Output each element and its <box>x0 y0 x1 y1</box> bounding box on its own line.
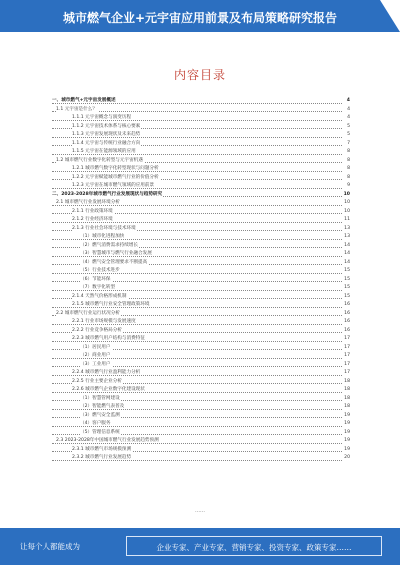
toc-entry-title: 2.1.1 行业政策环境 <box>72 208 113 214</box>
toc-entry-title: （5）管理信息系统 <box>80 429 120 435</box>
toc-entry[interactable] <box>52 199 350 208</box>
toc-entry-title: 2.1.3 行业社会环境与技术环境 <box>72 225 136 231</box>
toc-entry-title: 2.1.4 天然气价格形成机制 <box>72 293 127 299</box>
toc-entry-page: 7 <box>346 140 350 149</box>
toc-entry-page: 17 <box>343 352 350 361</box>
toc-entry[interactable] <box>52 165 350 174</box>
toc-entry-page: 4 <box>346 97 350 106</box>
toc-entry-page: 17 <box>343 361 350 370</box>
toc-entry-title: （4）燃气安全管理要求不断提高 <box>80 259 148 265</box>
toc-entry-title: （2）燃气消费需求持续增长 <box>80 242 139 248</box>
toc-entry-title: 2.3.1 城市燃气市场规模预测 <box>72 446 132 452</box>
toc-entry[interactable] <box>52 259 350 268</box>
toc-entry[interactable] <box>52 301 350 310</box>
header-corner-decoration <box>380 0 400 32</box>
toc-entry-title: （3）工业用户 <box>80 361 111 367</box>
toc-entry-title: 二、2023-2028年城市燃气行业发展现状与趋势研究 <box>52 191 163 197</box>
toc-entry[interactable] <box>52 174 350 183</box>
toc-list <box>52 97 350 463</box>
toc-entry[interactable] <box>52 106 350 115</box>
toc-entry-title: 2.2.1 行业市场规模与发展速度 <box>72 319 136 324</box>
report-header <box>0 0 400 32</box>
toc-entry-title: 2.2.4 城市燃气行业盈利能力分析 <box>72 370 141 375</box>
toc-entry-page: 17 <box>343 369 350 378</box>
toc-entry[interactable] <box>52 310 350 319</box>
toc-entry-title: （1）居民用户 <box>80 344 111 350</box>
toc-entry-title: （7）数字化转型 <box>80 285 116 290</box>
toc-entry[interactable] <box>52 429 350 438</box>
toc-entry[interactable] <box>52 148 350 157</box>
toc-entry[interactable] <box>52 344 350 353</box>
toc-entry-title: （6）节能环保 <box>80 276 111 282</box>
page-indicator: …… <box>195 508 205 514</box>
toc-entry[interactable] <box>52 208 350 217</box>
toc-entry-page: 14 <box>343 259 350 268</box>
toc-entry[interactable] <box>52 446 350 455</box>
toc-entry[interactable] <box>52 225 350 234</box>
toc-entry-page: 19 <box>343 429 350 438</box>
toc-entry[interactable] <box>52 284 350 293</box>
toc-entry-page: 8 <box>346 157 350 166</box>
toc-entry[interactable] <box>52 242 350 251</box>
toc-entry[interactable] <box>52 437 350 446</box>
toc-entry-title: 2.1.2 行业经济环境 <box>72 217 113 222</box>
toc-entry[interactable] <box>52 412 350 421</box>
toc-entry-page: 16 <box>343 318 350 327</box>
toc-entry-page: 18 <box>343 386 350 395</box>
toc-entry-page: 18 <box>343 403 350 412</box>
footer-expert-box <box>126 536 382 556</box>
footer-expert-list: 企业专家、产业专家、营销专家、投资专家、政策专家…… <box>156 543 352 552</box>
toc-entry-title: 2.2.3 城市燃气用户结构与消费特征 <box>72 336 145 341</box>
toc-entry[interactable] <box>52 378 350 387</box>
toc-entry[interactable] <box>52 276 350 285</box>
toc-entry-page: 19 <box>343 446 350 455</box>
toc-entry[interactable] <box>52 233 350 242</box>
toc-entry-page: 14 <box>343 242 350 251</box>
toc-entry[interactable] <box>52 403 350 412</box>
toc-entry-title: 2.3 2023-2028年中国城市燃气行业发展趋势预测 <box>56 438 159 443</box>
toc-entry-title: 2.1.5 城市燃气行业安全管理政策环境 <box>72 302 150 307</box>
toc-entry[interactable] <box>52 361 350 370</box>
toc-entry[interactable] <box>52 420 350 429</box>
toc-entry[interactable] <box>52 327 350 336</box>
toc-entry-title: 1.1 元宇宙是什么？ <box>56 106 97 112</box>
toc-entry-page: 11 <box>343 216 350 225</box>
toc-entry-page: 19 <box>343 437 350 446</box>
toc-entry-page: 16 <box>343 327 350 336</box>
toc-entry-page: 20 <box>343 454 350 463</box>
toc-entry-title: 1.1.4 元宇宙与传统行业融合方向 <box>72 140 141 146</box>
toc-entry-title: （3）智慧城市与燃气行业融合发展 <box>80 251 152 256</box>
toc-entry[interactable] <box>52 216 350 225</box>
toc-entry-title: （1）城市化进程加快 <box>80 234 125 239</box>
toc-entry-page: 10 <box>343 208 350 217</box>
toc-entry-page: 16 <box>343 301 350 310</box>
toc-entry-title: （2）商业用户 <box>80 353 111 358</box>
report-title: 城市燃气企业+元宇宙应用前景及布局策略研究报告 <box>62 11 338 25</box>
toc-entry-page: 10 <box>343 199 350 208</box>
toc-entry-title: 1.1.2 元宇宙技术体系与核心要素 <box>72 123 141 129</box>
toc-entry[interactable] <box>52 191 350 200</box>
toc-entry-title: （1）智慧管网建设 <box>80 395 120 401</box>
toc-entry-page: 5 <box>346 123 350 132</box>
toc-entry-title: 2.2.5 行业主要企业分析 <box>72 378 122 384</box>
toc-entry[interactable] <box>52 267 350 276</box>
toc-entry-page: 8 <box>346 165 350 174</box>
toc-entry-page: 18 <box>343 378 350 387</box>
toc-entry-title: （4）客户服务 <box>80 421 111 426</box>
toc-entry-page: 15 <box>343 276 350 285</box>
toc-entry-page: 17 <box>343 335 350 344</box>
toc-entry-title: 一、城市燃气+元宇宙发展概述 <box>52 98 116 103</box>
toc-entry-page: 15 <box>343 284 350 293</box>
toc-entry-page: 15 <box>343 267 350 276</box>
toc-entry-page: 15 <box>343 293 350 302</box>
toc-entry-title: 1.2 城市燃气行业数字化转型与元宇宙机遇 <box>56 157 143 163</box>
toc-entry[interactable] <box>52 97 350 106</box>
toc-entry-page: 5 <box>346 131 350 140</box>
toc-entry-page: 4 <box>346 106 350 115</box>
toc-entry-page: 14 <box>343 250 350 259</box>
toc-entry-page: 9 <box>346 182 350 191</box>
toc-entry[interactable] <box>52 335 350 344</box>
toc-entry-title: 2.1 城市燃气行业发展环境分析 <box>56 200 120 205</box>
toc-entry-title: 2.2 城市燃气行业运行状况分析 <box>56 310 120 316</box>
toc-entry-title: （2）智能燃气表普及 <box>80 404 125 409</box>
toc-entry[interactable] <box>52 352 350 361</box>
toc-entry-page: 4 <box>346 114 350 123</box>
toc-entry-title: 1.1.3 元宇宙发展现状及未来趋势 <box>72 132 141 137</box>
toc-entry-page: 19 <box>343 420 350 429</box>
toc-entry-title: 2.2.6 城市燃气企业数字化建设现状 <box>72 387 145 392</box>
toc-entry[interactable] <box>52 386 350 395</box>
toc-entry-page: 19 <box>343 412 350 421</box>
toc-entry-title: 1.2.1 城市燃气数字化转型现状与问题分析 <box>72 166 159 171</box>
footer-slogan: 让每个人都能成为 <box>20 542 80 551</box>
toc-entry-page: 13 <box>343 233 350 242</box>
toc-entry-title: 2.3.2 城市燃气行业发展趋势 <box>72 455 132 460</box>
toc-entry-page: 17 <box>343 344 350 353</box>
toc-entry-page: 18 <box>343 395 350 404</box>
toc-entry[interactable] <box>52 123 350 132</box>
toc-entry[interactable] <box>52 293 350 302</box>
report-footer <box>0 528 400 565</box>
toc-entry-title: 1.2.3 元宇宙在城市燃气领域的应用前景 <box>72 183 155 188</box>
toc-entry[interactable] <box>52 250 350 259</box>
toc-entry-page: 8 <box>346 148 350 157</box>
toc-entry-title: 1.1.1 元宇宙概念与演变历程 <box>72 115 132 120</box>
toc-entry-title: 1.2.2 元宇宙赋能城市燃气行业的价值分析 <box>72 174 159 180</box>
toc-entry[interactable] <box>52 114 350 123</box>
toc-entry-title: （5）行业技术进步 <box>80 268 120 273</box>
toc-entry[interactable] <box>52 318 350 327</box>
toc-entry[interactable] <box>52 369 350 378</box>
toc-heading: 内容目录 <box>173 68 226 82</box>
toc-entry-page: 8 <box>346 174 350 183</box>
toc-entry[interactable] <box>52 454 350 463</box>
toc-entry[interactable] <box>52 140 350 149</box>
toc-entry-title: 2.2.2 行业竞争格局分析 <box>72 327 122 333</box>
toc-entry[interactable] <box>52 395 350 404</box>
toc-entry-page: 16 <box>343 310 350 319</box>
toc-entry-page: 13 <box>343 225 350 234</box>
toc-entry-title: 1.1.5 元宇宙在能源领域的应用 <box>72 149 136 154</box>
toc-entry[interactable] <box>52 157 350 166</box>
toc-entry[interactable] <box>52 131 350 140</box>
toc-entry[interactable] <box>52 182 350 191</box>
toc-entry-page: 10 <box>343 191 350 200</box>
toc-entry-title: （3）燃气安全监测 <box>80 412 120 418</box>
